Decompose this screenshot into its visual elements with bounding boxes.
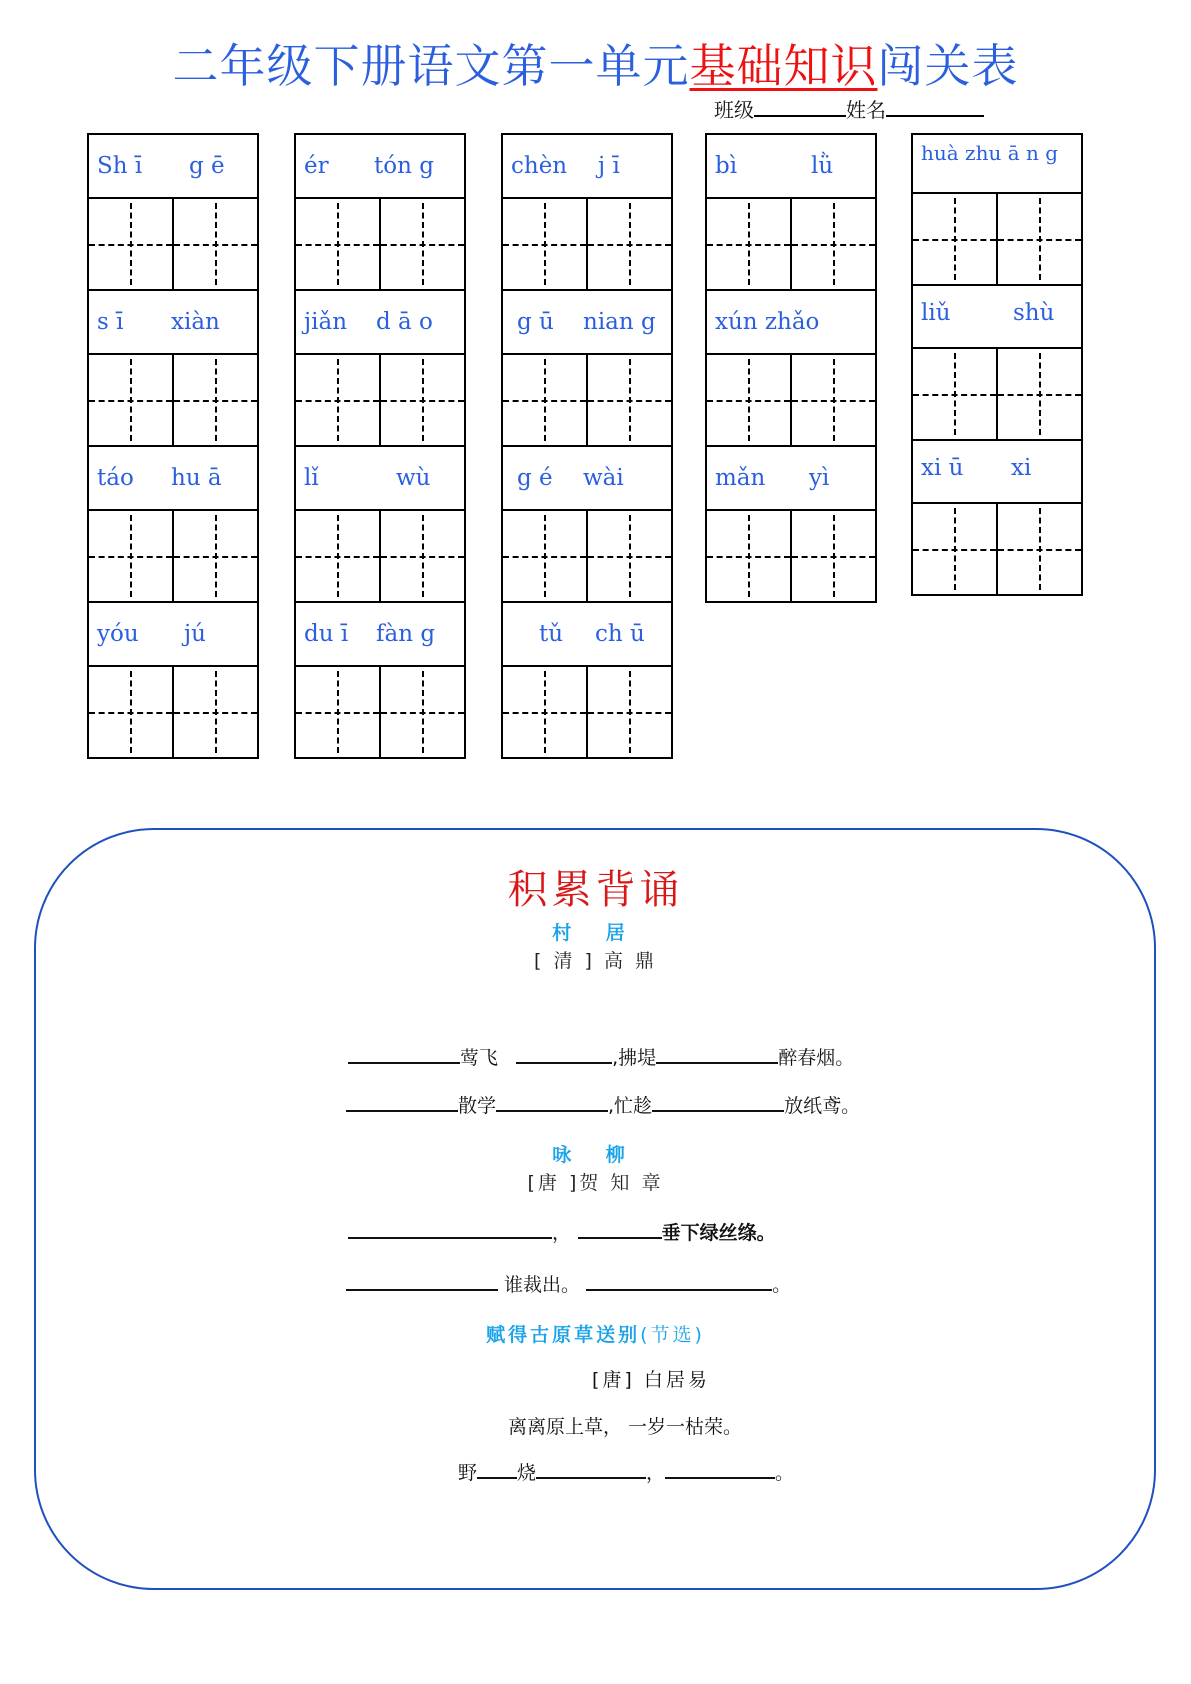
writing-cell[interactable] [172,667,257,757]
pinyin-b: xi [1011,455,1032,481]
writing-cell[interactable] [89,667,172,757]
writing-grid[interactable] [913,504,1081,596]
writing-cell[interactable] [296,667,379,757]
pinyin-column-3 [501,133,673,759]
pinyin-a: g ū [517,309,554,335]
writing-cell[interactable] [707,355,790,445]
pinyin-header [296,135,464,199]
writing-cell[interactable] [586,511,671,601]
fill-blank[interactable] [536,1461,646,1479]
pinyin-column-1 [87,133,259,759]
writing-cell[interactable] [996,349,1081,439]
writing-cell[interactable] [172,511,257,601]
name-blank[interactable] [886,97,984,117]
writing-cell[interactable] [996,504,1081,594]
pinyin-b: xiàn [171,309,220,335]
pinyin-b: nian g [583,309,656,335]
pinyin-b: shù [1013,300,1055,326]
pinyin-column-4 [705,133,877,603]
pinyin-a: Sh ī [97,153,143,179]
poem-text: 放纸鸢。 [784,1095,861,1117]
poem-text: 垂下绿丝绦。 [661,1222,776,1244]
fill-blank[interactable] [652,1094,784,1112]
poem-title-yongliu: 咏 柳 [552,1144,639,1166]
writing-cell[interactable] [586,355,671,445]
fill-blank[interactable] [346,1094,458,1112]
writing-cell[interactable] [913,349,996,439]
poem-text: ， [552,1222,572,1244]
pinyin-a: liǔ [921,300,951,326]
fill-blank[interactable] [496,1094,608,1112]
pinyin-header [707,447,875,511]
writing-cell[interactable] [503,511,586,601]
title-part-1: 二年级下册语文第一单元 [172,39,690,93]
writing-grid[interactable] [89,355,257,447]
writing-cell[interactable] [296,511,379,601]
pinyin-header [296,603,464,667]
pinyin-b: wài [583,465,624,491]
pinyin-a: g é [517,465,553,491]
writing-cell[interactable] [707,511,790,601]
pinyin-column-5 [911,133,1083,596]
poem-text: 。 [775,1462,795,1484]
pinyin-header [89,447,257,511]
poem-text: 莺飞 [460,1047,499,1069]
pinyin-a: lǐ [304,465,319,491]
pinyin-header [89,135,257,199]
pinyin-header [503,603,671,667]
writing-grid[interactable] [503,511,671,603]
pinyin-b: g ē [189,153,225,179]
fill-blank[interactable] [586,1273,772,1291]
pinyin-header [89,291,257,355]
poem-text: 。 [772,1274,792,1296]
poem-title-cunju: 村 居 [552,922,639,944]
writing-cell[interactable] [379,199,464,289]
writing-grid[interactable] [707,355,875,447]
name-label: 姓名 [846,98,886,122]
poem-text: 谁裁出。 [504,1274,581,1296]
writing-cell[interactable] [586,667,671,757]
pinyin-a: tǔ [539,621,564,647]
writing-cell[interactable] [503,667,586,757]
poem-text: 烧 [517,1462,537,1484]
pinyin-b: hu ā [171,465,222,491]
writing-grid[interactable] [296,511,464,603]
poem-title-suffix: (节选) [640,1324,705,1346]
pinyin-header [913,286,1081,349]
poem-line: 离离原上草， 一岁一枯荣。 [508,1416,743,1438]
pinyin-b: yì [809,465,830,491]
fill-blank[interactable] [348,1221,552,1239]
page-title [0,30,1191,96]
fill-blank[interactable] [346,1273,498,1291]
pinyin-b: lǜ [811,153,834,179]
poem-line [348,1043,854,1070]
pinyin-b: jú [184,621,206,647]
fill-blank[interactable] [656,1046,778,1064]
poem-text: 野 [458,1462,478,1484]
writing-cell[interactable] [379,355,464,445]
poem-line [346,1091,860,1118]
writing-cell[interactable] [379,511,464,601]
poem-text: ,拂堤 [612,1047,657,1069]
pinyin-a: táo [97,465,134,491]
writing-cell[interactable] [790,355,875,445]
writing-grid[interactable] [707,199,875,291]
writing-cell[interactable] [503,199,586,289]
fill-blank[interactable] [477,1461,517,1479]
pinyin-header [707,135,875,199]
pinyin-b: wù [396,465,431,491]
pinyin-a: xún zhǎo [715,309,820,335]
writing-grid[interactable] [89,199,257,291]
writing-grid[interactable] [503,667,671,759]
writing-grid[interactable] [296,667,464,759]
pinyin-b: fàn g [376,621,436,647]
pinyin-header [913,135,1081,194]
writing-cell[interactable] [790,199,875,289]
pinyin-b: tón g [374,153,434,179]
pinyin-header [503,447,671,511]
pinyin-header [503,291,671,355]
pinyin-a: du ī [304,621,349,647]
pinyin-a: xi ū [921,455,964,481]
pinyin-a: chèn [511,153,568,179]
writing-cell[interactable] [296,199,379,289]
pinyin-a: ér [304,153,329,179]
writing-grid[interactable] [503,355,671,447]
pinyin-header [296,447,464,511]
pinyin-a: mǎn [715,465,766,491]
pinyin-header [89,603,257,667]
writing-grid[interactable] [913,349,1081,441]
pinyin-a: yóu [97,621,139,647]
poem-author-cunju: [ 清 ] 高 鼎 [534,950,657,972]
writing-cell[interactable] [172,199,257,289]
pinyin-header [503,135,671,199]
writing-cell[interactable] [89,355,172,445]
pinyin-a: bì [715,153,738,179]
writing-cell[interactable] [379,667,464,757]
pinyin-b: d ā o [376,309,433,335]
writing-cell[interactable] [172,355,257,445]
fill-blank[interactable] [348,1046,460,1064]
poem-title-text: 赋得古原草送别 [486,1324,641,1346]
writing-cell[interactable] [913,504,996,594]
writing-grid[interactable] [707,511,875,603]
class-name-line [714,94,984,123]
writing-grid[interactable] [89,511,257,603]
writing-cell[interactable] [586,199,671,289]
pinyin-b: j ī [598,153,620,179]
poem-line [348,1218,776,1245]
poem-title-fudegu [0,1320,1191,1347]
pinyin-header [707,291,875,355]
class-label: 班级 [714,98,754,122]
writing-cell[interactable] [790,511,875,601]
writing-grid[interactable] [89,667,257,759]
writing-cell[interactable] [707,199,790,289]
writing-grid[interactable] [296,199,464,291]
fill-blank[interactable] [578,1221,662,1239]
section-title: 积累背诵 [507,867,684,913]
fill-blank[interactable] [665,1461,775,1479]
pinyin-a: jiǎn [304,309,348,335]
writing-cell[interactable] [503,355,586,445]
writing-cell[interactable] [296,355,379,445]
title-highlight: 基础知识 [689,39,878,93]
poem-text: ， [646,1462,666,1484]
pinyin-column-2 [294,133,466,759]
writing-cell[interactable] [89,511,172,601]
fill-blank[interactable] [516,1046,612,1064]
pinyin-a: s ī [97,309,124,335]
pinyin-header [913,441,1081,504]
poem-text: ,忙趁 [608,1095,653,1117]
poem-text: 散学 [458,1095,497,1117]
writing-cell[interactable] [996,194,1081,284]
poem-author-fudegu: [唐] 白居易 [592,1369,710,1391]
pinyin-a: huà zhu ā n g [921,141,1059,165]
writing-grid[interactable] [296,355,464,447]
poem-line [346,1270,791,1297]
poem-text: 醉春烟。 [778,1047,855,1069]
writing-cell[interactable] [913,194,996,284]
writing-grid[interactable] [913,194,1081,286]
pinyin-b: ch ū [595,621,645,647]
class-blank[interactable] [754,97,846,117]
poem-author-yongliu: [唐 ]贺 知 章 [527,1172,664,1194]
pinyin-header [296,291,464,355]
title-part-3: 闯关表 [877,39,1019,93]
poem-line [458,1458,794,1485]
writing-grid[interactable] [503,199,671,291]
writing-cell[interactable] [89,199,172,289]
